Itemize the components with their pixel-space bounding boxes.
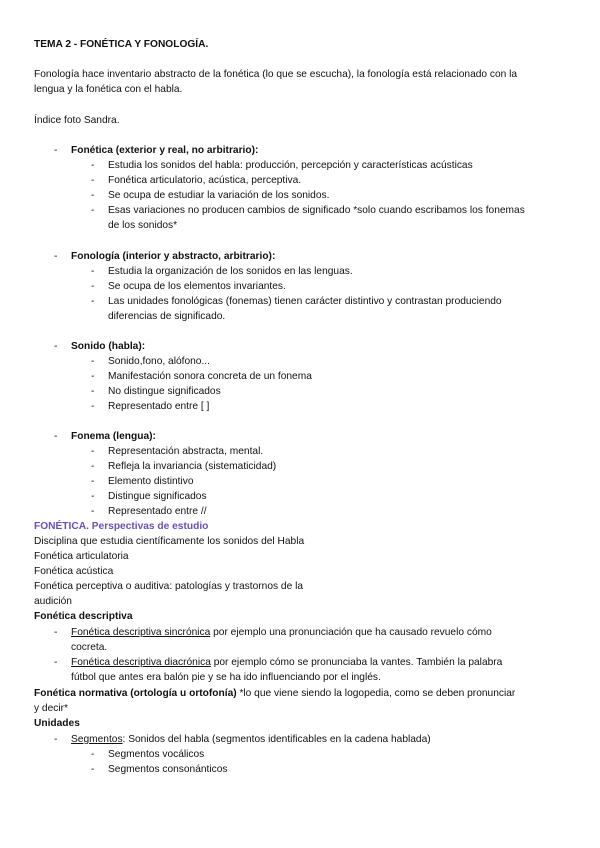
diacronica-cont: fútbol que antes era balón pie y se ha ido influenciando por el inglés. <box>71 672 381 683</box>
bullet-dash: - <box>91 401 95 412</box>
fonologia-item-1: Estudia la organización de los sonidos en las lenguas. <box>108 266 353 277</box>
bullet-dash: - <box>54 145 58 156</box>
fonetica-item-4-cont: de los sonidos* <box>108 220 178 231</box>
bullet-dash: - <box>91 491 95 502</box>
fonetica-item-1: Estudia los sonidos del habla: producción, percepción y características acústicas <box>108 160 473 171</box>
fonologia-item-2: Se ocupa de los elementos invariantes. <box>108 281 286 292</box>
bullet-dash: - <box>54 431 58 442</box>
fonema-item-4: Distingue significados <box>108 491 207 502</box>
sincronica-line <box>71 625 492 640</box>
fonema-item-2: Refleja la invariancia (sistematicidad) <box>108 461 277 472</box>
bullet-dash: - <box>91 386 95 397</box>
segmentos-text: : Sonidos del habla (segmentos identificables en la cadena hablada) <box>122 734 431 745</box>
bullet-dash: - <box>91 190 95 201</box>
fonema-item-1: Representación abstracta, mental. <box>108 446 264 457</box>
sonido-item-3: No distingue significados <box>108 386 221 397</box>
diacronica-line <box>71 655 502 670</box>
perspectivas-line-4: Fonética perceptiva o auditiva: patologías y trastornos de la <box>34 581 303 592</box>
bullet-dash: - <box>91 296 95 307</box>
bullet-dash: - <box>54 657 58 668</box>
fonetica-item-3: Se ocupa de estudiar la variación de los sonidos. <box>108 190 330 201</box>
perspectivas-line-2: Fonética articulatoria <box>34 551 129 562</box>
perspectivas-heading: FONÉTICA. Perspectivas de estudio <box>34 521 209 532</box>
sincronica-label: Fonética descriptiva sincrónica <box>71 627 211 638</box>
segmentos-label: Segmentos <box>71 734 123 745</box>
fonema-heading: Fonema (lengua): <box>71 431 156 442</box>
diacronica-text: por ejemplo cómo se pronunciaba la vantes. También la palabra <box>210 657 503 668</box>
perspectivas-line-1: Disciplina que estudia científicamente los sonidos del Habla <box>34 536 305 547</box>
fonetica-item-2: Fonética articulatorio, acústica, perceptiva. <box>108 175 302 186</box>
bullet-dash: - <box>54 627 58 638</box>
bullet-dash: - <box>91 160 95 171</box>
bullet-dash: - <box>54 341 58 352</box>
fonetica-item-4: Esas variaciones no producen cambios de significado *solo cuando escribamos los fonemas <box>108 205 525 216</box>
unidades-heading: Unidades <box>34 718 80 729</box>
sonido-item-2: Manifestación sonora concreta de un fonema <box>108 371 312 382</box>
bullet-dash: - <box>91 749 95 760</box>
fonetica-heading: Fonética (exterior y real, no arbitrario): <box>71 145 259 156</box>
fonema-item-5: Representado entre // <box>108 506 207 517</box>
intro-line-2: lengua y la fonética con el habla. <box>34 84 183 95</box>
segmentos-line <box>71 732 431 747</box>
bullet-dash: - <box>54 734 58 745</box>
bullet-dash: - <box>91 371 95 382</box>
bullet-dash: - <box>91 281 95 292</box>
bullet-dash: - <box>91 446 95 457</box>
sonido-item-1: Sonido,fono, alófono... <box>108 356 210 367</box>
bullet-dash: - <box>91 764 95 775</box>
normativa-text: *lo que viene siendo la logopedia, como se deben pronunciar <box>236 688 516 699</box>
bullet-dash: - <box>91 461 95 472</box>
bullet-dash: - <box>91 266 95 277</box>
normativa-cont: y decir* <box>34 703 68 714</box>
fonologia-item-3: Las unidades fonológicas (fonemas) tienen carácter distintivo y contrastan produciendo <box>108 296 502 307</box>
intro-line-1: Fonología hace inventario abstracto de la fonética (lo que se escucha), la fonología está relacionado con la <box>34 69 518 80</box>
fonologia-heading: Fonología (interior y abstracto, arbitrario): <box>71 251 276 262</box>
bullet-dash: - <box>91 506 95 517</box>
perspectivas-line-5: audición <box>34 596 72 607</box>
unidades-item-2: Segmentos consonánticos <box>108 764 228 775</box>
bullet-dash: - <box>91 175 95 186</box>
perspectivas-line-3: Fonética acústica <box>34 566 114 577</box>
descriptiva-heading: Fonética descriptiva <box>34 611 133 622</box>
normativa-line <box>34 686 515 701</box>
bullet-dash: - <box>91 476 95 487</box>
sonido-item-4: Representado entre [ ] <box>108 401 210 412</box>
sonido-heading: Sonido (habla): <box>71 341 146 352</box>
index-note: Índice foto Sandra. <box>34 115 120 126</box>
fonologia-item-3-cont: diferencias de significado. <box>108 311 226 322</box>
normativa-heading: Fonética normativa (ortología u ortofonía) <box>34 688 237 699</box>
fonema-item-3: Elemento distintivo <box>108 476 194 487</box>
sincronica-cont: cocreta. <box>71 642 108 653</box>
diacronica-label: Fonética descriptiva diacrónica <box>71 657 211 668</box>
bullet-dash: - <box>91 356 95 367</box>
bullet-dash: - <box>91 205 95 216</box>
doc-title: TEMA 2 - FONÉTICA Y FONOLOGÍA. <box>34 39 209 50</box>
unidades-item-1: Segmentos vocálicos <box>108 749 205 760</box>
bullet-dash: - <box>54 251 58 262</box>
sincronica-text: por ejemplo una pronunciación que ha causado revuelo cómo <box>210 627 492 638</box>
